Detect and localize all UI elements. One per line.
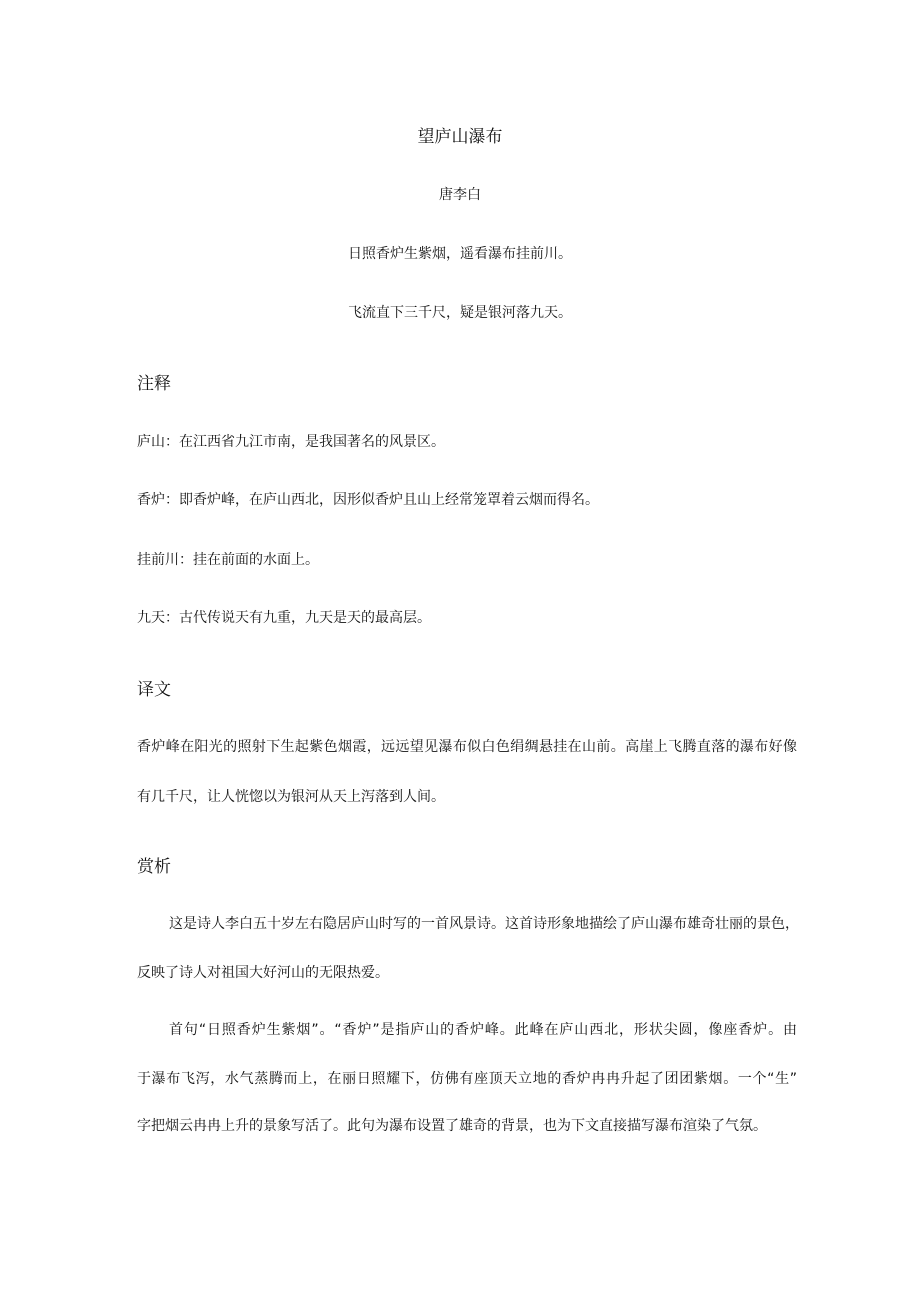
translation-line-1: 香炉峰在阳光的照射下生起紫色烟霞，远远望见瀑布似白色绢绸悬挂在山前。高崖上飞腾直落的瀑布好像 xyxy=(137,739,797,755)
translation-line-2: 有几千尺，让人恍惚以为银河从天上泻落到人间。 xyxy=(137,789,445,805)
notes-heading: 注释 xyxy=(137,374,171,394)
translation-heading: 译文 xyxy=(137,680,171,700)
note-item-lushan: 庐山：在江西省九江市南，是我国著名的风景区。 xyxy=(137,434,445,450)
note-item-xianglu: 香炉：即香炉峰，在庐山西北，因形似香炉且山上经常笼罩着云烟而得名。 xyxy=(137,492,599,508)
poem-title: 望庐山瀑布 xyxy=(417,127,503,147)
note-item-jiutian: 九天：古代传说天有九重，九天是天的最高层。 xyxy=(137,610,431,626)
appreciation-heading: 赏析 xyxy=(137,857,171,877)
poem-line-2: 飞流直下三千尺，疑是银河落九天。 xyxy=(348,305,572,321)
poem-author: 唐李白 xyxy=(439,187,481,203)
appreciation-p2-line-2: 于瀑布飞泻，水气蒸腾而上，在丽日照耀下，仿佛有座顶天立地的香炉冉冉升起了团团紫烟。一个“生” xyxy=(137,1071,797,1087)
appreciation-p2-line-3: 字把烟云冉冉上升的景象写活了。此句为瀑布设置了雄奇的背景，也为下文直接描写瀑布渲染了气氛。 xyxy=(137,1118,767,1134)
poem-line-1: 日照香炉生紫烟，遥看瀑布挂前川。 xyxy=(348,246,572,262)
appreciation-p1-line-2: 反映了诗人对祖国大好河山的无限热爱。 xyxy=(137,965,389,981)
appreciation-p1-line-1: 这是诗人李白五十岁左右隐居庐山时写的一首风景诗。这首诗形象地描绘了庐山瀑布雄奇壮丽的景色， xyxy=(169,916,799,932)
note-item-guaqianchuan: 挂前川：挂在前面的水面上。 xyxy=(137,552,319,568)
appreciation-p2-line-1: 首句“日照香炉生紫烟”。“香炉”是指庐山的香炉峰。此峰在庐山西北，形状尖圆，像座香炉。由 xyxy=(169,1022,797,1038)
